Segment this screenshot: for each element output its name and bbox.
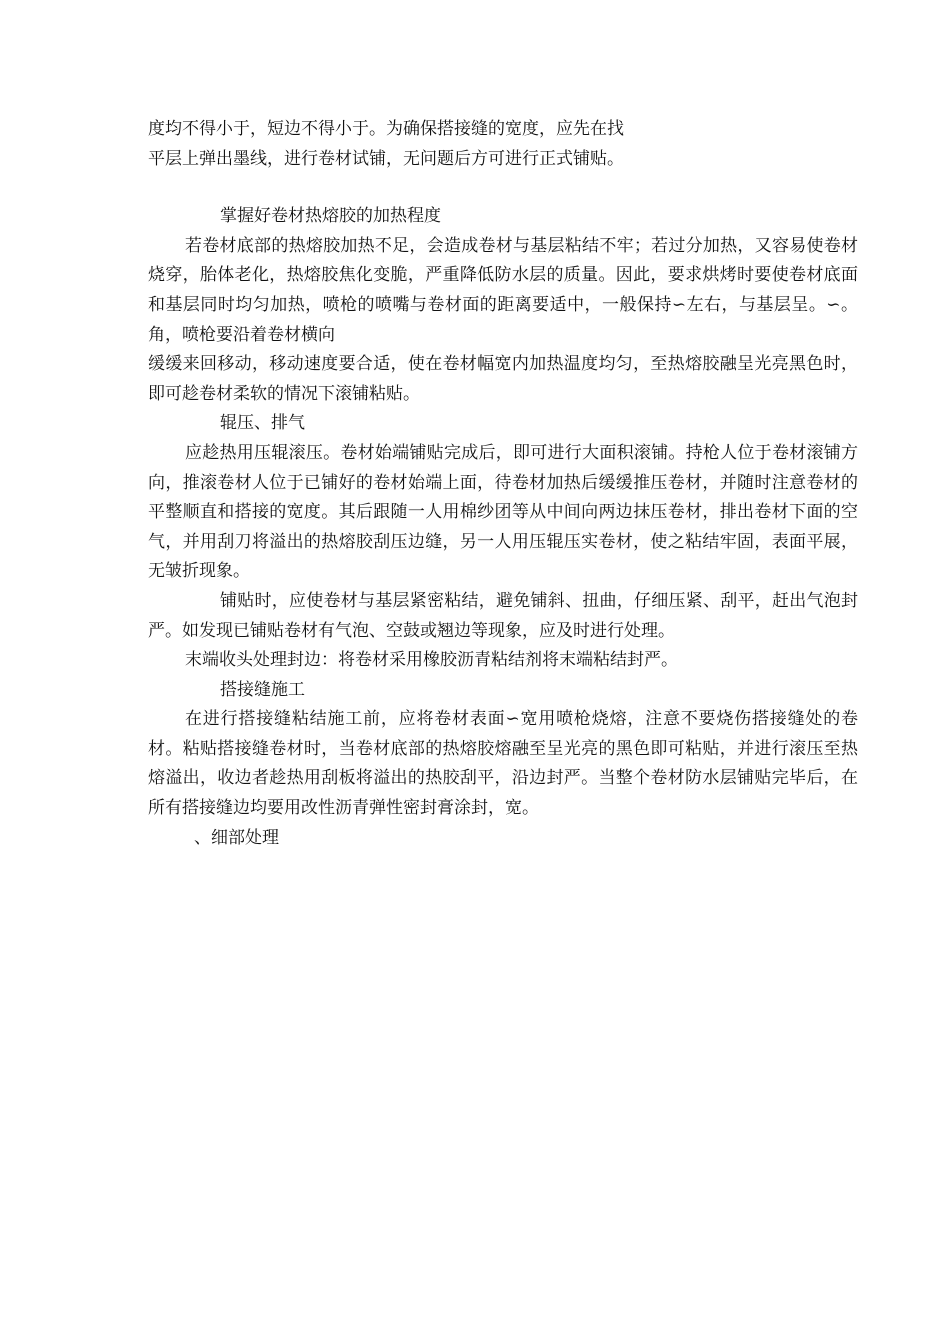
paragraph-line: 度均不得小于，短边不得小于。为确保搭接缝的宽度，应先在找 xyxy=(148,119,624,139)
paragraph: 末端收头处理封边：将卷材采用橡胶沥青粘结剂将末端粘结封严。 xyxy=(185,650,678,671)
paragraph: 铺贴时，应使卷材与基层紧密粘结，避免铺斜、扭曲，仔细压紧、刮平，赶出气泡封严。如发现已铺贴卷材有气泡、空鼓或翘边等现象，应及时进行处理。 xyxy=(148,590,858,641)
section-heading: 搭接缝施工 xyxy=(220,679,305,700)
paragraph-line: 平层上弹出墨线，进行卷材试铺，无问题后方可进行正式铺贴。 xyxy=(148,148,624,169)
section-heading: 掌握好卷材热熔胶的加热程度 xyxy=(220,206,441,227)
section-heading: 、细部处理 xyxy=(194,827,279,848)
spacer xyxy=(148,174,858,202)
paragraph: 应趁热用压辊滚压。卷材始端铺贴完成后，即可进行大面积滚铺。持枪人位于卷材滚铺方向，推滚卷材人位于已铺好的卷材始端上面，待卷材加热后缓缓推压卷材，并随时注意卷材的平整顺直和搭接的宽度。其后跟随一人用棉纱团等从中间向两边抹压卷材，排出卷材下面的空气，并用刮刀将溢出的热熔胶刮压边缝，另一人用压辊压实卷材，使之粘结牢固，表面平展，无皱折现象。 xyxy=(148,442,858,582)
paragraph: 若卷材底部的热熔胶加热不足，会造成卷材与基层粘结不牢；若过分加热，又容易使卷材烧穿，胎体老化，热熔胶焦化变脆，严重降低防水层的质量。因此，要求烘烤时要使卷材底面和基层同时均匀加热，喷枪的喷嘴与卷材面的距离要适中，一般保持∽左右，与基层呈。∽。角，喷枪要沿着卷材横向 xyxy=(148,235,858,345)
section-heading: 辊压、排气 xyxy=(220,413,305,434)
paragraph: 在进行搭接缝粘结施工前，应将卷材表面∽宽用喷枪烧熔，注意不要烧伤搭接缝处的卷材。粘贴搭接缝卷材时，当卷材底部的热熔胶熔融至呈光亮的黑色即可粘贴，并进行滚压至热熔溢出，收边者趁热用刮板将溢出的热胶刮平，沿边封严。当整个卷材防水层铺贴完毕后，在所有搭接缝边均要用改性沥青弹性密封膏涂封，宽。 xyxy=(148,709,858,819)
body-text xyxy=(148,115,858,853)
paragraph: 缓缓来回移动，移动速度要合适，使在卷材幅宽内加热温度均匀，至热熔胶融呈光亮黑色时，即可趁卷材柔软的情况下滚铺粘贴。 xyxy=(148,354,858,404)
